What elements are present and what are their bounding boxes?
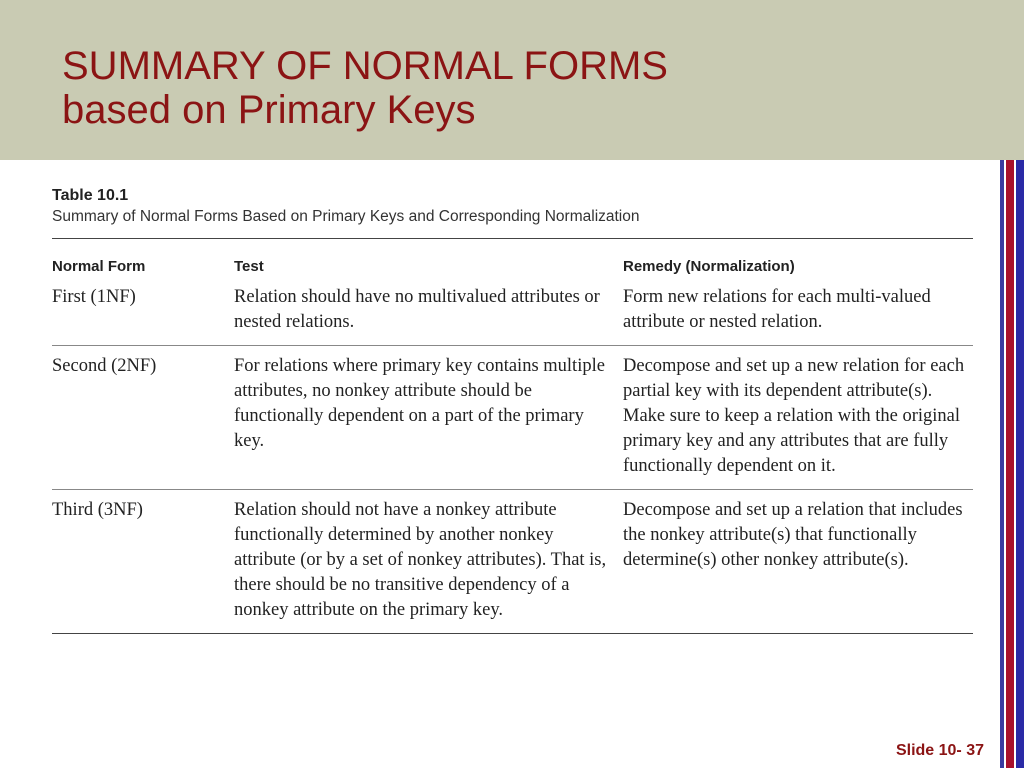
slide-title-line2: based on Primary Keys bbox=[62, 88, 476, 132]
slide-number: Slide 10- 37 bbox=[895, 742, 984, 759]
title-band bbox=[0, 0, 1024, 160]
header-normal-form: Normal Form bbox=[52, 258, 146, 275]
cell-test: Relation should not have a nonkey attribute functionally determined by another nonkey attribute (or by a set of nonkey attributes). That is, there should be no transitive dependency of a nonkey attribute on the primary key. bbox=[234, 500, 607, 620]
side-bar-blue bbox=[1016, 160, 1024, 768]
table-row bbox=[52, 346, 973, 490]
cell-remedy: Decompose and set up a new relation for each partial key with its dependent attribute(s). Make sure to keep a relation with the original primary key and any attributes that are fully functionally dependent on it. bbox=[623, 356, 965, 476]
slide-title-line1: SUMMARY OF NORMAL FORMS bbox=[62, 44, 668, 88]
table-description: Summary of Normal Forms Based on Primary Keys and Corresponding Normalization bbox=[52, 208, 640, 225]
table-header-row bbox=[52, 239, 973, 284]
header-remedy: Remedy (Normalization) bbox=[623, 258, 795, 275]
cell-remedy: Form new relations for each multi-valued attribute or nested relation. bbox=[623, 287, 931, 332]
header-test: Test bbox=[234, 258, 264, 275]
normal-forms-table bbox=[52, 238, 973, 634]
table-row bbox=[52, 283, 973, 346]
cell-test: Relation should have no multivalued attributes or nested relations. bbox=[234, 287, 600, 332]
table-number: Table 10.1 bbox=[52, 187, 129, 204]
cell-test: For relations where primary key contains multiple attributes, no nonkey attribute should be functionally dependent on a part of the primary key. bbox=[234, 356, 605, 451]
table-caption bbox=[52, 186, 640, 228]
table-row bbox=[52, 490, 973, 634]
cell-normal-form: Second (2NF) bbox=[52, 356, 157, 376]
cell-normal-form: Third (3NF) bbox=[52, 500, 143, 520]
decorative-side-bars bbox=[1000, 160, 1024, 768]
side-bar-red bbox=[1006, 160, 1014, 768]
cell-normal-form: First (1NF) bbox=[52, 287, 136, 307]
side-bar-blue-thin bbox=[1000, 160, 1004, 768]
slide-title bbox=[62, 44, 668, 132]
cell-remedy: Decompose and set up a relation that includes the nonkey attribute(s) that functionally determine(s) other nonkey attribute(s). bbox=[623, 500, 963, 570]
